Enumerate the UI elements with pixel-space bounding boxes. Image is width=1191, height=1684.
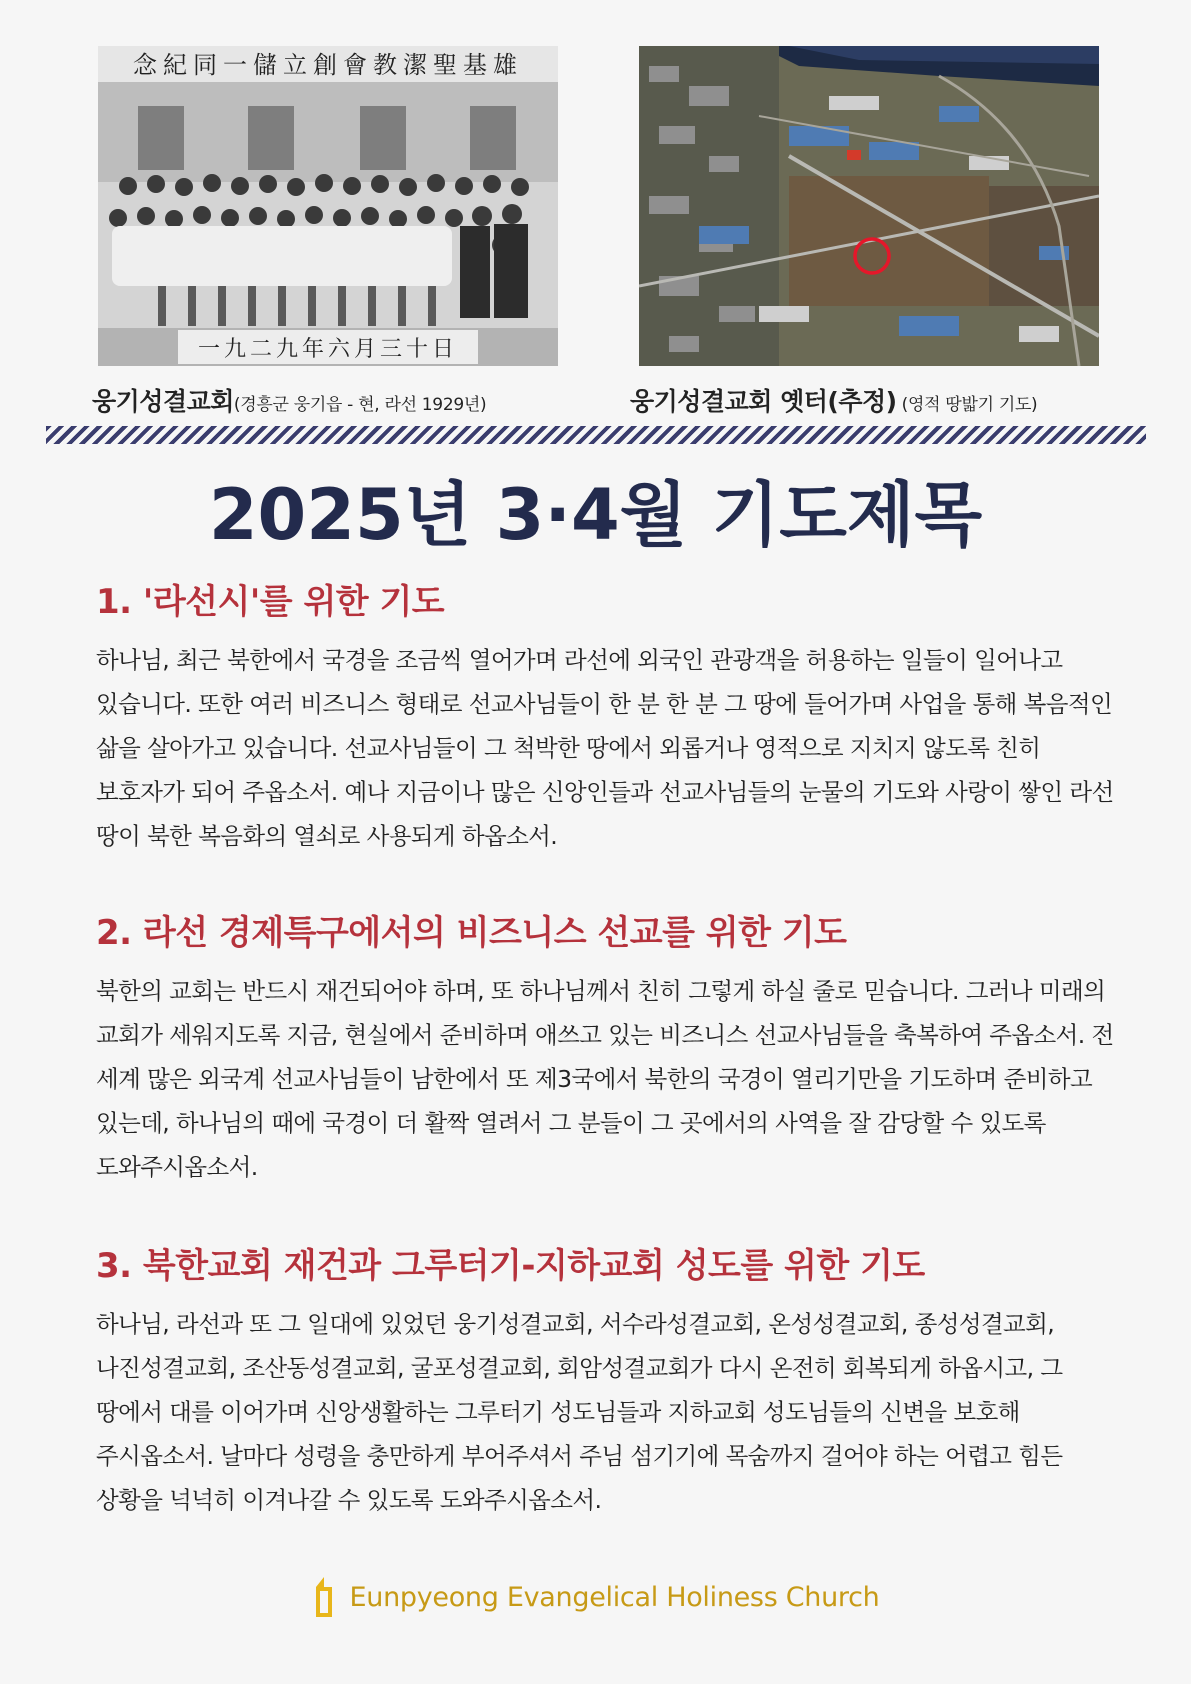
section-2-heading: 2. 라선 경제특구에서의 비즈니스 선교를 위한 기도 (96, 913, 847, 953)
church-footer (0, 1572, 1191, 1622)
section-3-body: 하나님, 라선과 또 그 일대에 있었던 웅기성결교회, 서수라성결교회, 온성성결교회, 종성성결교회, 나진성결교회, 조산동성결교회, 굴포성결교회, 회암성결교회가 다시 온전히 회복되게 하옵시고, 그 땅에서 대를 이어가며 신앙생활하는 그루터기 성도님들과 지하교회 성도님들의 신변을 보호해 주시옵소서. 날마다 성령을 충만하게 부어주셔서 주님 섬기기에 목숨까지 걸어야 하는 어렵고 힘든 상황을 넉넉히 이겨나갈 수 있도록 도와주시옵소서. (96, 1310, 1063, 1514)
page-title: 2025년 3·4월 기도제목 (208, 474, 983, 556)
church-name: Eunpyeong Evangelical Holiness Church (349, 1581, 880, 1613)
right-caption-sub: (영적 땅밟기 기도) (896, 395, 1038, 415)
section-1-heading: 1. '라선시'를 위한 기도 (96, 582, 445, 622)
prayer-section-1 (96, 580, 1126, 858)
historical-photo-image (98, 46, 558, 366)
photo-date-text: 一九二九年六月三十日 (197, 337, 459, 362)
left-caption-sub: (경흥군 웅기읍 - 현, 라선 1929년) (233, 395, 487, 415)
prayer-section-2 (96, 911, 1126, 1189)
church-logo-icon (312, 1575, 336, 1619)
right-caption-main: 웅기성결교회 옛터(추정) (630, 387, 897, 416)
prayer-section-3 (96, 1244, 1126, 1522)
hatched-divider (46, 426, 1146, 444)
aerial-map-image (639, 46, 1099, 366)
aerial-site-photo (639, 46, 1099, 366)
photo-banner-text: 念紀同一儲立創會教潔聖基雄 (133, 51, 523, 79)
historical-church-photo (98, 46, 558, 366)
right-photo-caption (630, 382, 1037, 418)
section-2-body: 북한의 교회는 반드시 재건되어야 하며, 또 하나님께서 친히 그렇게 하실 줄로 믿습니다. 그러나 미래의 교회가 세워지도록 지금, 현실에서 준비하며 애쓰고 있는 비즈니스 선교사님들을 축복하여 주옵소서. 전 세계 많은 외국계 선교사님들이 남한에서 또 제3국에서 북한의 국경이 열리기만을 기도하며 준비하고 있는데, 하나님의 때에 국경이 더 활짝 열려서 그 분들이 그 곳에서의 사역을 잘 감당할 수 있도록 도와주시옵소서. (96, 977, 1114, 1181)
left-caption-main: 웅기성결교회 (92, 387, 234, 416)
section-3-heading: 3. 북한교회 재건과 그루터기-지하교회 성도를 위한 기도 (96, 1246, 925, 1286)
left-photo-caption (92, 382, 486, 418)
section-1-body: 하나님, 최근 북한에서 국경을 조금씩 열어가며 라선에 외국인 관광객을 허용하는 일들이 일어나고 있습니다. 또한 여러 비즈니스 형태로 선교사님들이 한 분 한 분 그 땅에 들어가며 사업을 통해 복음적인 삶을 살아가고 있습니다. 선교사님들이 그 척박한 땅에서 외롭거나 영적으로 지치지 않도록 친히 보호자가 되어 주옵소서. 예나 지금이나 많은 신앙인들과 선교사님들의 눈물의 기도와 사랑이 쌓인 라선 땅이 북한 복음화의 열쇠로 사용되게 하옵소서. (96, 646, 1114, 850)
